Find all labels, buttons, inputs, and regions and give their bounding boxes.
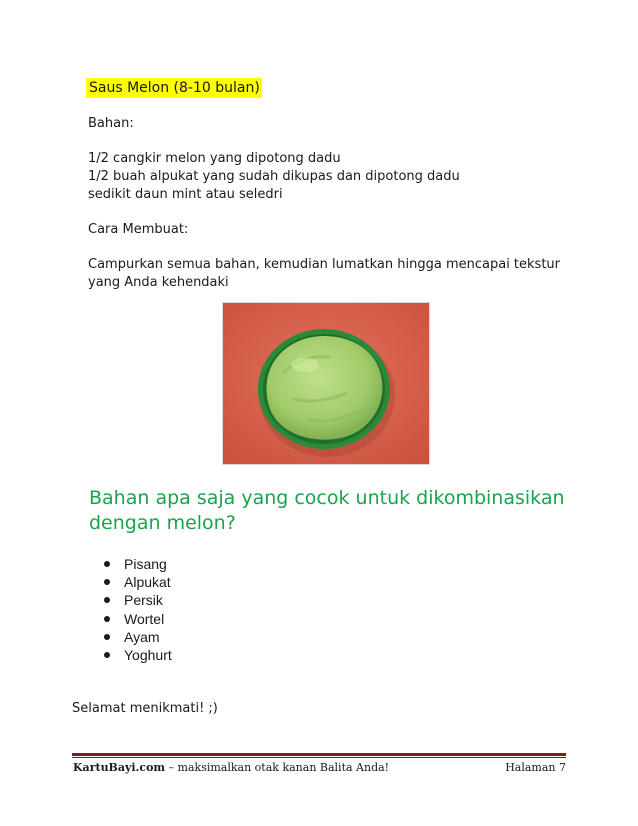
method-heading: Cara Membuat:: [88, 222, 189, 237]
bullet-icon: [104, 634, 110, 640]
question-line: Bahan apa saja yang cocok untuk dikombinasikan: [89, 487, 565, 509]
combination-question: [89, 486, 569, 536]
list-item: Yoghurt: [104, 646, 172, 664]
ingredient-line: 1/2 cangkir melon yang dipotong dadu: [88, 151, 341, 166]
bowl-illustration: [223, 303, 429, 464]
list-item: Alpukat: [104, 573, 172, 591]
combination-list: [104, 555, 172, 664]
list-item: Pisang: [104, 555, 172, 573]
question-line: dengan melon?: [89, 512, 236, 534]
sauce-highlight: [291, 358, 319, 372]
bullet-icon: [104, 616, 110, 622]
list-item: Ayam: [104, 628, 172, 646]
method-line: Campurkan semua bahan, kemudian lumatkan hingga mencapai tekstur: [88, 257, 561, 272]
footer-site: [73, 761, 389, 775]
list-item: Persik: [104, 591, 172, 609]
method-line: yang Anda kehendaki: [88, 275, 229, 290]
ingredient-line: 1/2 buah alpukat yang sudah dikupas dan dipotong dadu: [88, 169, 460, 184]
melon-sauce-photo: [222, 302, 430, 465]
bullet-icon: [104, 579, 110, 585]
recipe-title: Saus Melon (8-10 bulan): [86, 78, 262, 98]
footer-site-name[interactable]: KartuBayi.com: [73, 761, 166, 774]
ingredient-line: sedikit daun mint atau seledri: [88, 187, 283, 202]
footer-divider: [72, 753, 566, 756]
closing-text: Selamat menikmati! ;): [72, 701, 218, 716]
sauce: [267, 336, 383, 440]
footer-divider-thin: [72, 757, 566, 758]
ingredients-heading: Bahan:: [88, 116, 134, 131]
bullet-icon: [104, 561, 110, 567]
list-item: Wortel: [104, 610, 172, 628]
footer-tagline: – maksimalkan otak kanan Balita Anda!: [165, 761, 390, 774]
bullet-icon: [104, 652, 110, 658]
footer-page-number: Halaman 7: [505, 761, 566, 774]
bullet-icon: [104, 597, 110, 603]
